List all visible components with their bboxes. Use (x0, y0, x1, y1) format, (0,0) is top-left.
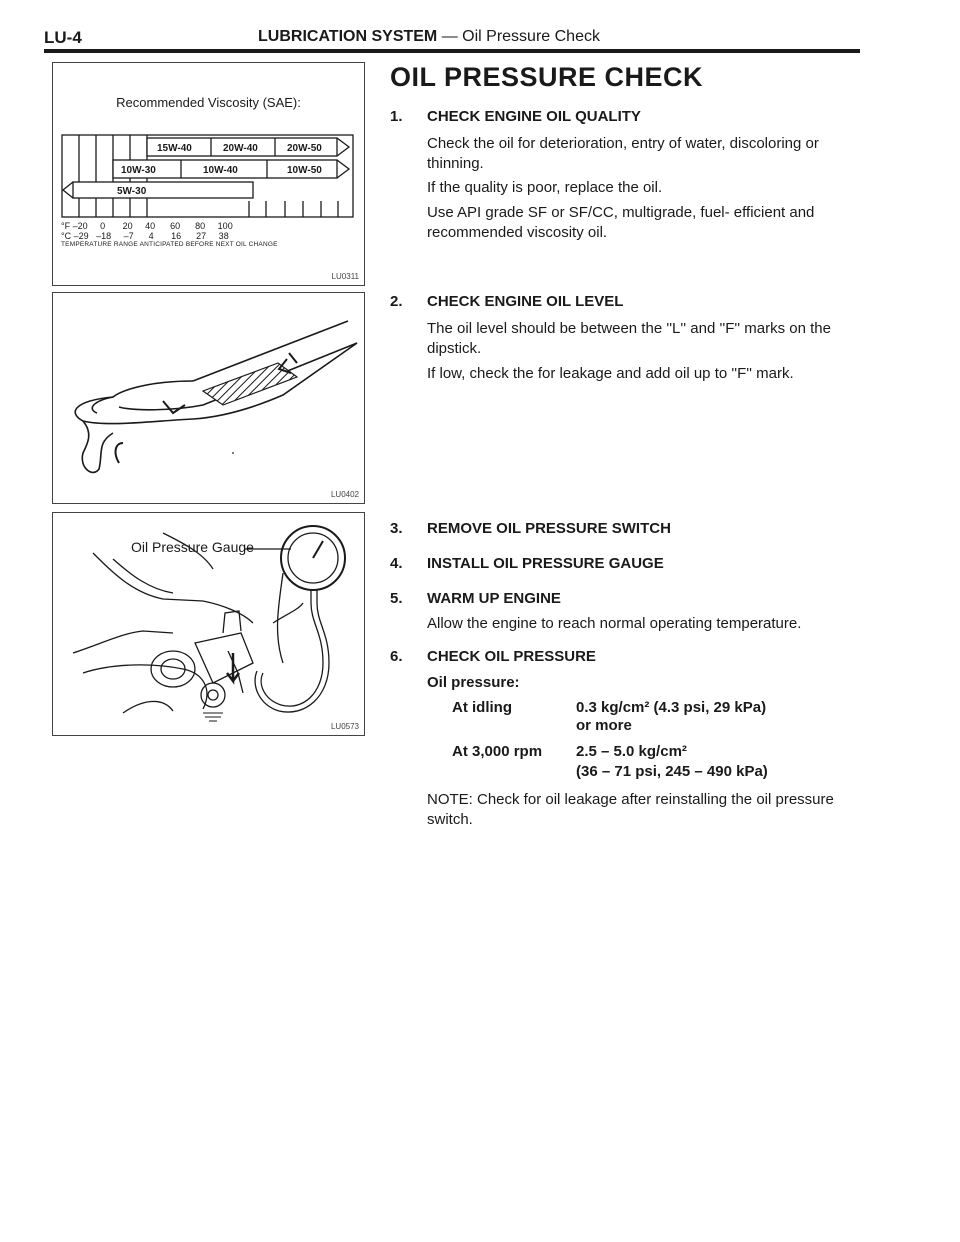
step-1-paragraph-2: If the quality is poor, replace the oil. (427, 179, 663, 196)
idle-value: 0.3 kg/cm² (4.3 psi, 29 kPa) (576, 699, 767, 716)
page-code: LU-4 (44, 28, 82, 47)
step-heading: CHECK ENGINE OIL QUALITY (427, 108, 641, 125)
step-1-paragraph-1: Check the oil for deterioration, entry of water, discoloring or thinning. (427, 135, 819, 172)
page-title: OIL PRESSURE CHECK (390, 62, 704, 92)
header-rule (44, 49, 860, 53)
grade-15w40: 15W-40 (157, 143, 192, 154)
grade-20w40: 20W-40 (223, 143, 258, 154)
step-heading: REMOVE OIL PRESSURE SWITCH (427, 520, 671, 537)
gauge-figure (52, 512, 365, 736)
dipstick-illustration (53, 293, 364, 503)
section-title (258, 28, 600, 46)
step-number: 4. (390, 555, 403, 572)
grade-20w50: 20W-50 (287, 143, 322, 154)
step-heading: CHECK OIL PRESSURE (427, 648, 596, 665)
step-number: 2. (390, 293, 403, 310)
gauge-label: Oil Pressure Gauge (131, 539, 254, 555)
step-2-paragraph-2: If low, check the for leakage and add oil up to ''F'' mark. (427, 365, 794, 382)
viscosity-chart (53, 63, 364, 285)
grade-10w30: 10W-30 (121, 165, 156, 176)
idle-value-cont: or more (576, 717, 632, 734)
viscosity-title: Recommended Viscosity (SAE): (116, 95, 301, 110)
step-5-paragraph-1: Allow the engine to reach normal operating temperature. (427, 615, 802, 632)
step-heading: CHECK ENGINE OIL LEVEL (427, 293, 624, 310)
step-1-paragraph-3: Use API grade SF or SF/CC, multigrade, fuel- efficient and recommended viscosity oil. (427, 204, 815, 241)
step-number: 6. (390, 648, 403, 665)
rpm-value: 2.5 – 5.0 kg/cm² (576, 743, 687, 760)
fahrenheit-scale: °F –20 0 20 40 60 80 100 (61, 221, 233, 231)
subsection-name: — Oil Pressure Check (437, 28, 600, 45)
step-heading: INSTALL OIL PRESSURE GAUGE (427, 555, 664, 572)
gauge-illustration (53, 513, 364, 735)
figure-id: LU0402 (330, 490, 359, 499)
step-heading: WARM UP ENGINE (427, 590, 561, 607)
step-number: 1. (390, 108, 403, 125)
rpm-value-cont: (36 – 71 psi, 245 – 490 kPa) (576, 763, 768, 780)
temperature-note: TEMPERATURE RANGE ANTICIPATED BEFORE NEXT OIL CHANGE (61, 241, 278, 248)
viscosity-figure (52, 62, 365, 286)
step-2-paragraph-1: The oil level should be between the ''L'' and ''F'' marks on the dipstick. (427, 320, 831, 357)
note: NOTE: Check for oil leakage after reinstalling the oil pressure switch. (427, 791, 834, 828)
grade-10w40: 10W-40 (203, 165, 238, 176)
page-header (44, 28, 860, 50)
grade-5w30: 5W-30 (117, 186, 147, 197)
figure-id: LU0311 (331, 272, 359, 281)
celsius-scale: °C –29 –18 –7 4 16 27 38 (61, 231, 229, 241)
step-number: 3. (390, 520, 403, 537)
figure-id: LU0573 (330, 722, 359, 731)
section-name: LUBRICATION SYSTEM (258, 28, 438, 45)
dipstick-figure (52, 292, 365, 504)
step-number: 5. (390, 590, 403, 607)
oil-pressure-label: Oil pressure: (427, 674, 520, 691)
idle-label: At idling (452, 699, 512, 716)
grade-10w50: 10W-50 (287, 165, 322, 176)
rpm-label: At 3,000 rpm (452, 743, 543, 760)
